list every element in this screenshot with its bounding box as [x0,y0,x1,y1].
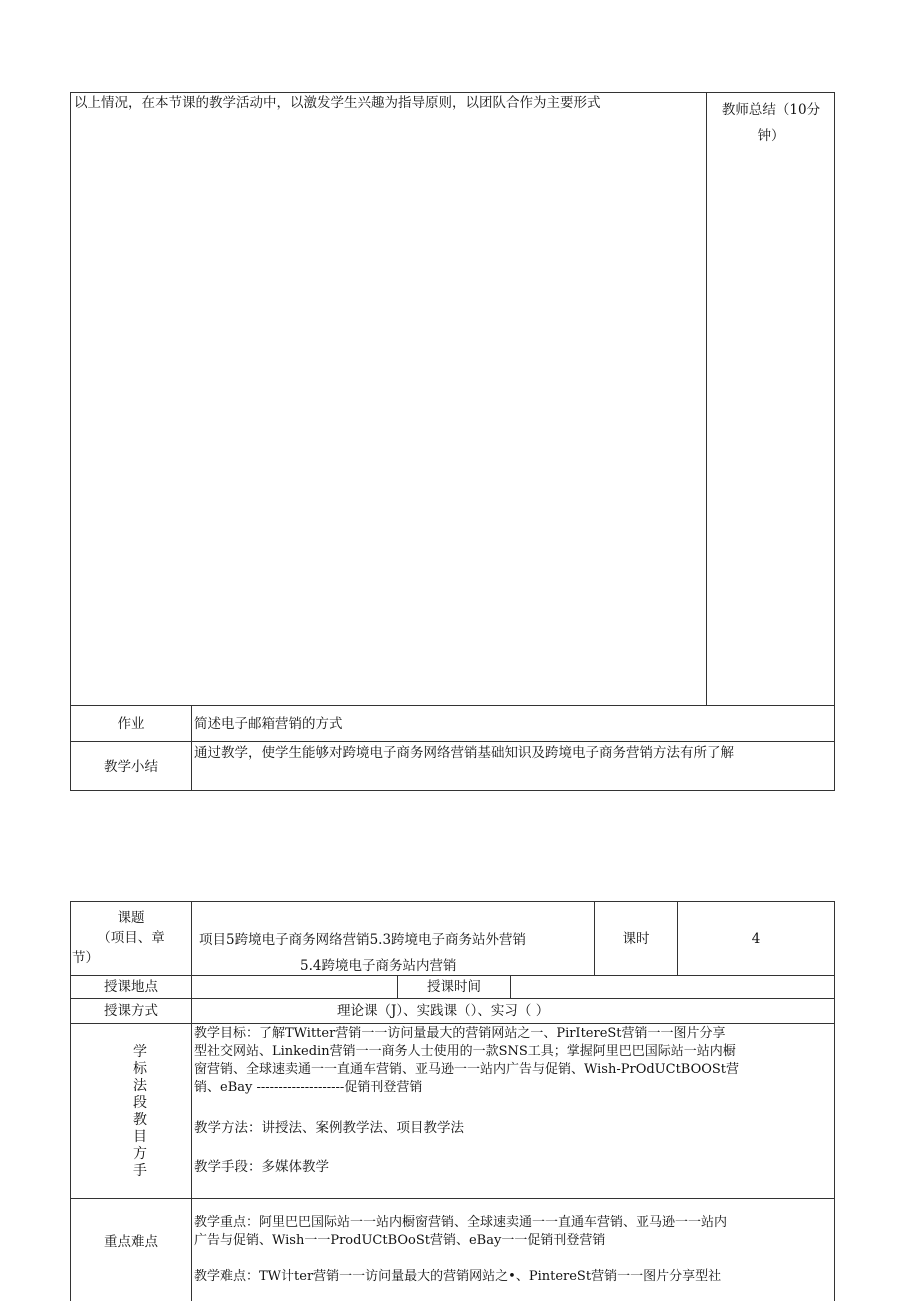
teaching-goal-line: 型社交网站、Linkedin营销一一商务人士使用的一款SNS工具；掌握阿里巴巴国际站一站内橱 [194,1044,736,1059]
teacher-summary-label-line2: 钟） [757,128,785,144]
teaching-goal-line: 销、eBay --------------------促销刊登营销 [194,1080,423,1095]
topic-label-line2: （项目、章 [97,930,165,946]
time-label: 授课时间 [427,979,481,995]
activity-text: 以上情况，在本节课的教学活动中，以激发学生兴趣为指导原则，以团队合作为主要形式 [74,95,601,111]
teacher-summary-label-line1: 教师总结（10分 [721,102,821,118]
goals-label-char: 段 [133,1095,147,1111]
goals-label-char: 学 [133,1044,147,1060]
key-points-line: 教学重点：阿里巴巴国际站一一站内橱窗营销、全球速卖通一一直通车营销、亚马逊一一站内 [194,1215,728,1230]
hours-value: 4 [751,931,761,947]
hours-label: 课时 [622,931,650,947]
homework-value: 简述电子邮箱营销的方式 [194,716,343,732]
goals-label-char: 标 [133,1061,147,1077]
goals-label-char: 教 [133,1112,147,1128]
teaching-method-text: 教学方法：讲授法、案例教学法、项目教学法 [194,1120,464,1136]
teaching-means-text: 教学手段：多媒体教学 [194,1159,329,1175]
difficulty-line: 教学难点：TW计ter营销一一访问量最大的营销网站之•、PintereSt营销一一图片分享型社 [194,1269,722,1284]
teaching-goal-line: 教学目标：了解TWitter营销一一访问量最大的营销网站之一、PirItereSt营销一一图片分享 [194,1026,726,1041]
teaching-method-value: 理论课（J）、实践课（）、实习（ ） [337,1003,550,1019]
goals-label-char: 手 [133,1163,147,1179]
topic-value-line2: 5.4跨境电子商务站内营销 [300,958,457,974]
key-points-label: 重点难点 [104,1234,158,1250]
topic-label-line1: 课题 [117,910,145,926]
goals-label-char: 法 [133,1078,147,1094]
topic-value-line1: 项目5跨境电子商务网络营销5.3跨境电子商务站外营销 [199,932,527,948]
goals-label-char: 方 [133,1146,147,1162]
teaching-goal-line: 窗营销、全球速卖通一一直通车营销、亚马逊一一站内广告与促销、Wish-PrOdUCtBOOSt营 [194,1062,740,1077]
summary-label: 教学小结 [104,759,158,775]
summary-value: 通过教学，使学生能够对跨境电子商务网络营销基础知识及跨境电子商务营销方法有所了解 [194,745,734,761]
key-points-line: 广告与促销、Wish一一ProdUCtBOoSt营销、eBay一一促销刊登营销 [194,1233,606,1248]
teaching-method-label: 授课方式 [104,1003,158,1019]
homework-label: 作业 [117,716,145,732]
topic-label-line3: 节） [72,950,99,966]
location-label: 授课地点 [104,979,158,995]
goals-label-char: 目 [133,1129,147,1145]
